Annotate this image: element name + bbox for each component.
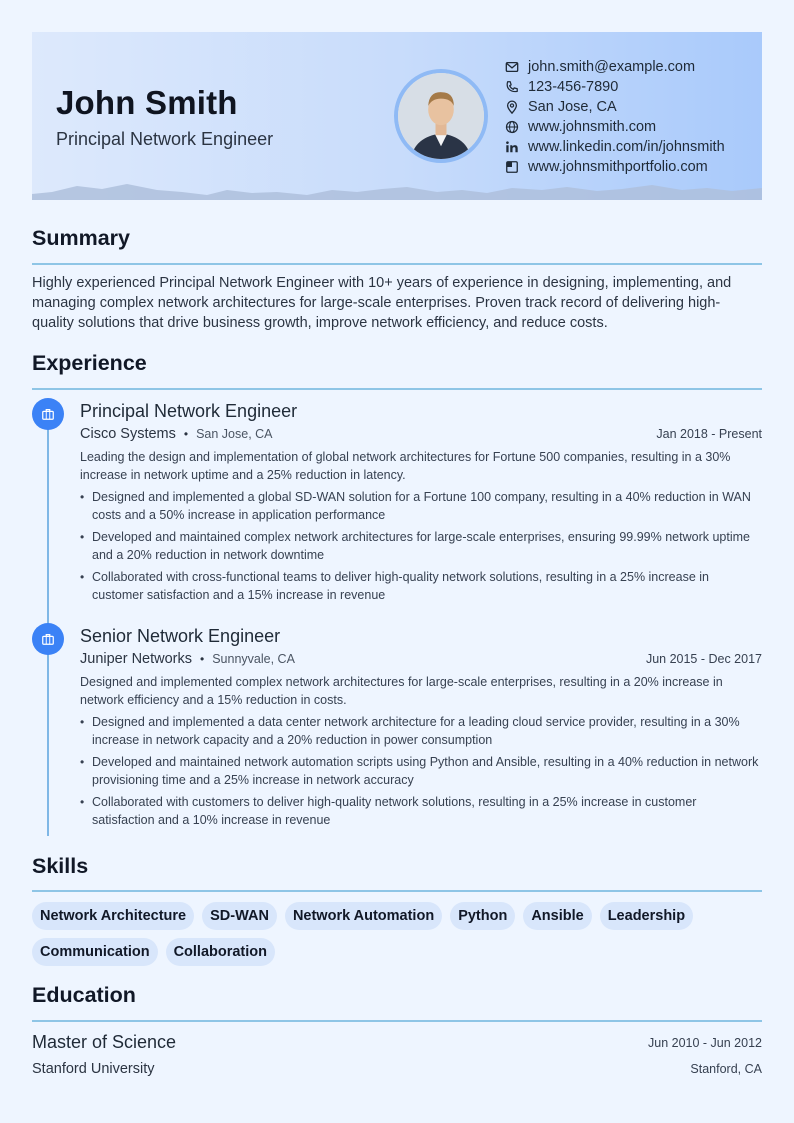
job-location: Sunnyvale, CA bbox=[212, 652, 295, 666]
skill-chip: Leadership bbox=[600, 902, 693, 930]
contact-email-text: john.smith@example.com bbox=[528, 59, 696, 75]
contact-phone-text: 123-456-7890 bbox=[528, 79, 619, 95]
header-mountains-decoration bbox=[32, 180, 762, 200]
job-dates: Jan 2018 - Present bbox=[656, 427, 762, 441]
job-bullet: • Designed and implemented a data center network architecture for a leading cloud service provider, resulting in a 30% increase in network capacity and a 20% reduction in power consumption bbox=[80, 713, 762, 749]
experience-heading: Experience bbox=[32, 351, 147, 375]
globe-icon bbox=[504, 119, 520, 135]
job-company: Cisco Systems bbox=[80, 426, 176, 442]
phone-icon bbox=[504, 79, 520, 95]
contact-email[interactable] bbox=[504, 57, 725, 77]
job-entry bbox=[80, 623, 762, 833]
contact-website[interactable] bbox=[504, 117, 725, 137]
skill-chip: Ansible bbox=[523, 902, 591, 930]
skill-chip: Communication bbox=[32, 938, 158, 966]
location-pin-icon bbox=[504, 99, 520, 115]
skill-chip: SD-WAN bbox=[202, 902, 277, 930]
candidate-title: Principal Network Engineer bbox=[56, 129, 274, 149]
education-school: Stanford University bbox=[32, 1061, 155, 1077]
skill-chip: Network Automation bbox=[285, 902, 442, 930]
job-title: Senior Network Engineer bbox=[80, 626, 281, 646]
education-heading: Education bbox=[32, 983, 136, 1007]
skill-chip: Python bbox=[450, 902, 515, 930]
job-bullet: • Collaborated with customers to deliver high-quality network solutions, resulting in a 25% increase in customer satisfaction and a 10% increase in revenue bbox=[80, 793, 762, 829]
experience-divider bbox=[32, 388, 762, 390]
contact-list bbox=[504, 57, 725, 177]
meta-separator: • bbox=[200, 652, 205, 666]
meta-separator: • bbox=[183, 427, 189, 441]
skill-chip: Collaboration bbox=[166, 938, 275, 966]
job-bullet: • Developed and maintained complex network architectures for large-scale enterprises, ensuring 99.99% network uptime and a 20% reduction in network downtime bbox=[80, 528, 762, 564]
job-1-marker bbox=[32, 398, 64, 430]
job-title: Principal Network Engineer bbox=[80, 401, 298, 421]
job-description: Designed and implemented complex network architectures for large-scale enterprises, resulting in a 20% increase in network efficiency and a 15% reduction in costs. bbox=[80, 675, 723, 707]
education-divider bbox=[32, 1020, 762, 1022]
resume-header bbox=[32, 32, 762, 200]
job-2-marker bbox=[32, 623, 64, 655]
job-meta bbox=[80, 425, 762, 445]
contact-location-text: San Jose, CA bbox=[528, 99, 617, 115]
profile-photo-image bbox=[398, 73, 484, 159]
job-meta bbox=[80, 650, 762, 670]
contact-location bbox=[504, 97, 725, 117]
job-bullet: • Collaborated with cross-functional teams to deliver high-quality network solutions, resulting in a 25% increase in customer satisfaction and a 15% increase in revenue bbox=[80, 568, 762, 604]
portfolio-icon bbox=[504, 159, 520, 175]
job-location: San Jose, CA bbox=[196, 427, 273, 441]
profile-photo bbox=[394, 69, 488, 163]
skills-list bbox=[32, 902, 762, 966]
education-location: Stanford, CA bbox=[690, 1062, 762, 1076]
job-bullet: • Developed and maintained network automation scripts using Python and Ansible, resulting in a 40% reduction in network provisioning time and a 25% increase in network accuracy bbox=[80, 753, 762, 789]
education-degree: Master of Science bbox=[32, 1032, 177, 1052]
contact-linkedin[interactable] bbox=[504, 137, 725, 157]
contact-portfolio-text: www.johnsmithportfolio.com bbox=[528, 159, 708, 175]
job-dates: Jun 2015 - Dec 2017 bbox=[645, 652, 762, 666]
briefcase-icon bbox=[41, 632, 55, 646]
job-bullets bbox=[80, 488, 762, 604]
skills-divider bbox=[32, 890, 762, 892]
contact-website-text: www.johnsmith.com bbox=[528, 119, 657, 135]
skills-heading: Skills bbox=[32, 854, 89, 878]
job-description: Leading the design and implementation of global network architectures for Fortune 500 companies, resulting in a 30% increase in network uptime and a 25% reduction in latency. bbox=[80, 450, 731, 482]
job-company: Juniper Networks bbox=[80, 651, 193, 667]
mail-icon bbox=[504, 59, 520, 75]
summary-heading: Summary bbox=[32, 226, 130, 250]
education-dates: Jun 2010 - Jun 2012 bbox=[648, 1036, 762, 1050]
linkedin-icon bbox=[504, 139, 520, 155]
contact-linkedin-text: www.linkedin.com/in/johnsmith bbox=[528, 139, 725, 155]
briefcase-icon bbox=[41, 407, 55, 421]
summary-divider bbox=[32, 263, 762, 265]
job-bullets bbox=[80, 713, 762, 829]
summary-text: Highly experienced Principal Network Engineer with 10+ years of experience in designing, implementing, and managing complex network architectures for large-scale enterprises. Proven track record of delivering high-quality solutions that drive business growth, improve network efficiency, and reduce costs. bbox=[32, 275, 732, 331]
candidate-name: John Smith bbox=[56, 84, 238, 121]
skill-chip: Network Architecture bbox=[32, 902, 194, 930]
job-entry bbox=[80, 398, 762, 608]
job-bullet: • Designed and implemented a global SD-WAN solution for a Fortune 100 company, resulting in a 40% reduction in WAN costs and a 50% increase in application performance bbox=[80, 488, 762, 524]
contact-phone[interactable] bbox=[504, 77, 725, 97]
contact-portfolio[interactable] bbox=[504, 157, 725, 177]
